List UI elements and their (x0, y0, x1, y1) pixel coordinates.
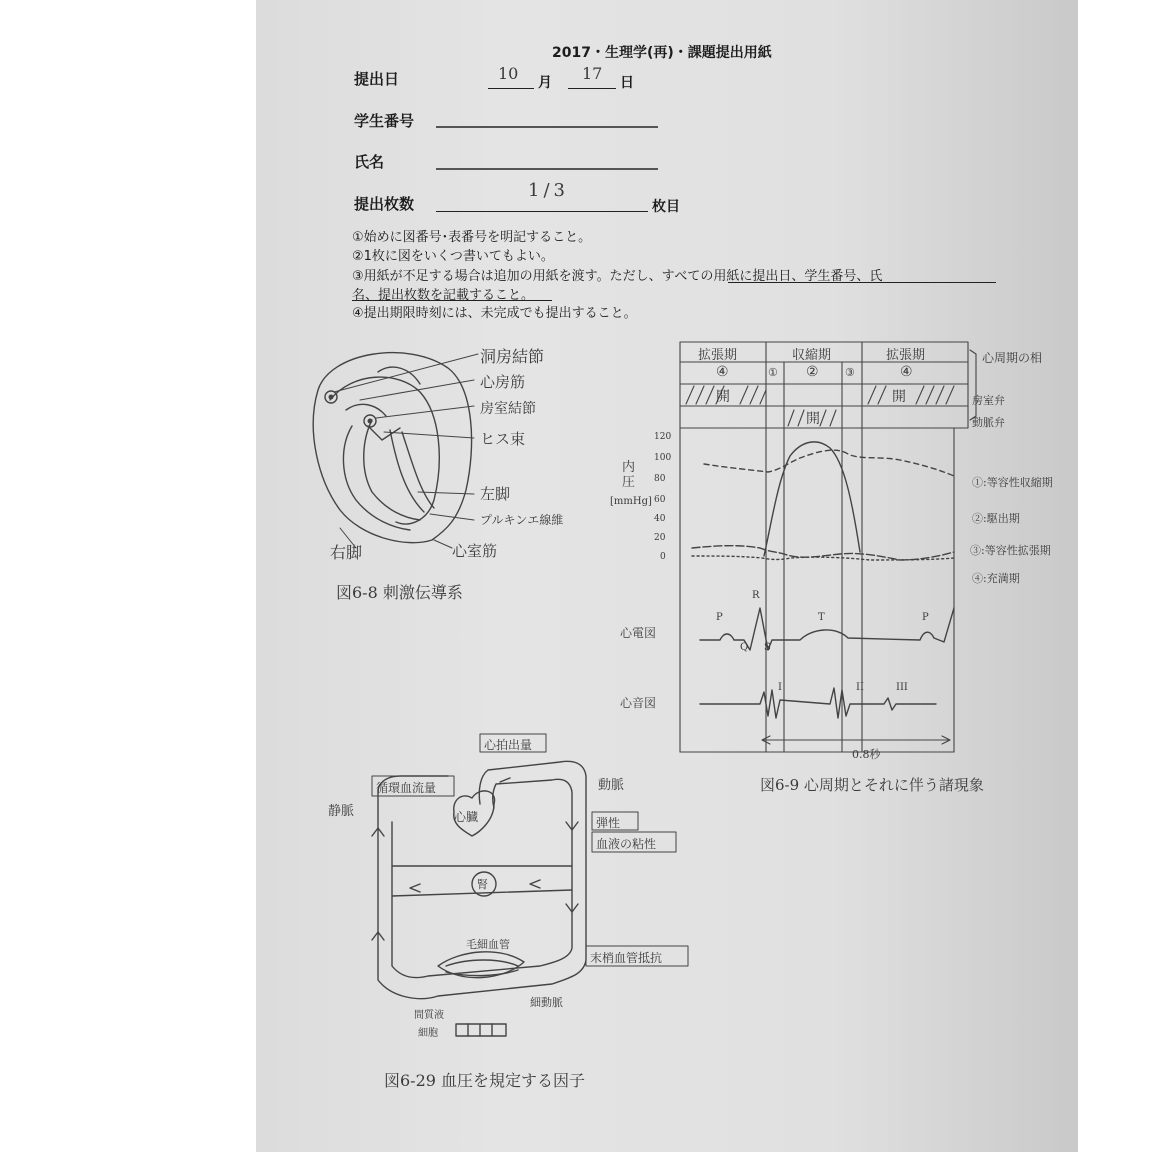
label-blood-viscosity: 血液の粘性 (596, 837, 657, 851)
heart-sound-1: I (778, 682, 782, 693)
label-right-bundle: 右脚 (330, 543, 363, 562)
pressure-curves (692, 442, 954, 560)
av-valve-open-1: 開 (716, 389, 730, 405)
arterial-valve-open: 開 (806, 411, 820, 427)
ecg-p1: P (716, 612, 723, 623)
phase-num-1: ① (768, 366, 778, 379)
label-vein: 静脈 (328, 804, 355, 819)
ecg-q: Q (740, 642, 749, 653)
sheets-value: 1/3 (528, 180, 569, 201)
phase-num-2: ② (806, 364, 819, 380)
ytick-100: 100 (654, 453, 672, 463)
label-his-bundle: ヒス束 (480, 430, 526, 448)
phase-header-diastole-1: 拡張期 (698, 348, 738, 363)
row-label-phase: 心周期の相 (982, 351, 1043, 365)
legend-filling: ④:充満期 (972, 572, 1020, 585)
ytick-0: 0 (660, 552, 666, 562)
ecg-r: R (752, 590, 760, 601)
label-sa-node: 洞房結節 (480, 347, 545, 366)
label-ventricular-muscle: 心室筋 (452, 542, 498, 560)
instruction-1: ①始めに図番号･表番号を明記すること。 (352, 230, 592, 245)
label-interstitial-fluid: 間質液 (414, 1010, 444, 1021)
fig68-caption: 図6-8 刺激伝導系 (336, 583, 463, 602)
name-label: 氏名 (354, 153, 385, 171)
fig69-caption: 図6-9 心周期とそれに伴う諸現象 (760, 776, 984, 794)
label-artery: 動脈 (598, 778, 625, 793)
label-arteriole: 細動脈 (530, 996, 563, 1009)
label-left-bundle: 左脚 (480, 485, 511, 503)
phase-num-3: ③ (845, 366, 855, 379)
month-value: 10 (498, 64, 519, 83)
heart-sound-3: III (896, 682, 908, 693)
label-atrial-muscle: 心房筋 (480, 373, 526, 391)
ecg-label: 心電図 (620, 626, 657, 640)
ytick-20: 20 (654, 533, 666, 543)
student-no-label: 学生番号 (354, 112, 415, 130)
label-peripheral-resistance: 末梢血管抵抗 (590, 951, 663, 965)
phase-header-diastole-2: 拡張期 (886, 348, 926, 363)
row-label-arterial-valve: 動脈弁 (972, 416, 1005, 429)
cycle-duration: 0.8秒 (852, 748, 881, 761)
ecg-trace (700, 608, 954, 650)
phase-num-4b: ④ (900, 364, 913, 380)
ecg-s: S (764, 642, 771, 653)
date-label: 提出日 (354, 70, 400, 88)
ytick-120: 120 (654, 432, 672, 442)
ytick-40: 40 (654, 514, 666, 524)
label-cell: 細胞 (418, 1028, 438, 1039)
label-kidney: 腎 (477, 878, 488, 891)
day-value: 17 (582, 64, 603, 83)
phase-header-systole: 収縮期 (792, 348, 832, 363)
fig629-caption: 図6-29 血圧を規定する因子 (384, 1071, 586, 1090)
av-valve-open-2: 開 (892, 389, 906, 405)
label-circulating-volume: 循環血流量 (376, 781, 437, 795)
ytick-80: 80 (654, 474, 666, 484)
ecg-t: T (818, 612, 825, 623)
yaxis-unit: [mmHg] (610, 496, 652, 507)
ecg-p2: P (922, 612, 929, 623)
label-capillary: 毛細血管 (466, 938, 510, 951)
legend-ejection: ②:駆出期 (972, 512, 1020, 525)
phase-num-4a: ④ (716, 364, 729, 380)
label-cardiac-output: 心拍出量 (484, 738, 533, 752)
pcg-label: 心音図 (620, 696, 657, 710)
row-label-av-valve: 房室弁 (972, 394, 1005, 407)
legend-isovolumic-relaxation: ③:等容性拡張期 (970, 544, 1051, 557)
instruction-4: 名、提出枚数を記載すること。 (352, 288, 535, 303)
label-heart: 心臓 (454, 810, 479, 824)
instruction-3: ③用紙が不足する場合は追加の用紙を渡す。ただし、すべての用紙に提出日、学生番号、氏 (352, 269, 883, 284)
heart-sound-2: II (856, 682, 864, 693)
form-title: 2017・生理学(再)・課題提出用紙 (552, 45, 772, 61)
instruction-2: ②1枚に図をいくつ書いてもよい。 (352, 249, 554, 264)
instruction-5: ④提出期限時刻には、未完成でも提出すること。 (352, 306, 637, 321)
label-av-node: 房室結節 (480, 401, 536, 417)
yaxis-label: 内圧 (622, 460, 636, 490)
legend-isovolumic-contraction: ①:等容性収縮期 (972, 476, 1053, 489)
month-unit: 月 (538, 75, 552, 91)
day-unit: 日 (620, 75, 634, 91)
heart-drawing (313, 353, 471, 543)
ytick-60: 60 (654, 495, 666, 505)
label-elasticity: 弾性 (596, 816, 621, 830)
label-purkinje: プルキンエ線維 (480, 513, 564, 527)
sheets-unit: 枚目 (652, 199, 680, 215)
sheets-label: 提出枚数 (354, 195, 415, 213)
